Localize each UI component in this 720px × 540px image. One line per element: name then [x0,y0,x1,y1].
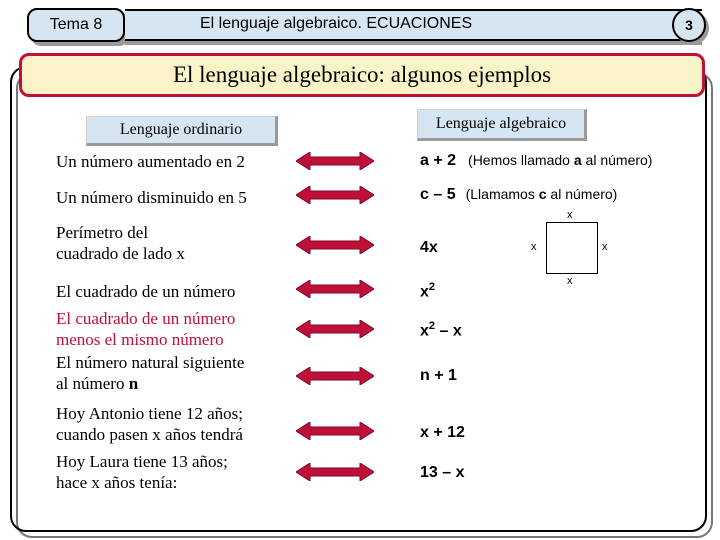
algebraic-expression: 4x [420,239,438,256]
expression-exponent: 2 [428,320,436,332]
ordinary-text-8 [56,451,228,493]
note-variable: c [538,186,547,202]
square-label-bottom: x [567,275,573,287]
algebraic-row-2 [420,186,617,204]
ordinary-line: Hoy Antonio tiene 12 años; [56,404,243,423]
expression-base: x [420,283,429,301]
expression-tail: – x [435,322,462,340]
column-header-algebraic [417,109,587,141]
ordinary-line: El cuadrado de un número [56,282,236,301]
double-arrow-icon [296,280,374,298]
algebraic-expression: a + 2 [420,152,457,169]
ordinary-line: El cuadrado de un número [56,309,236,328]
header-title: El lenguaje algebraico. ECUACIONES [200,15,473,32]
column-header-ordinary-label: Lenguaje ordinario [119,121,243,138]
algebraic-expression: n + 1 [420,367,457,384]
ordinary-text-3 [56,222,185,264]
ordinary-line: al número [56,374,129,393]
expression-exponent: 2 [428,281,436,293]
column-header-algebraic-label: Lenguaje algebraico [435,115,567,132]
page-number [672,8,706,42]
header-bar [125,9,702,41]
ordinary-line: Hoy Laura tiene 13 años; [56,452,228,471]
ordinary-text-1 [56,151,245,172]
double-arrow-icon [296,236,374,254]
ordinary-line: cuando pasen x años tendrá [56,425,243,444]
ordinary-variable: n [128,374,139,393]
double-arrow-icon [296,186,374,204]
ordinary-text-5 [56,308,235,350]
ordinary-line: hace x años tenía: [56,473,178,492]
tema-badge [27,8,125,42]
expression-base: x [420,322,429,340]
ordinary-line: menos el mismo número [56,330,224,349]
subtitle-text: El lenguaje algebraico: algunos ejemplos [172,62,552,87]
section-subtitle [19,53,705,97]
note-part: (Llamamos [465,186,539,202]
ordinary-line: Perímetro del [56,223,149,242]
square-label-top: x [567,209,573,221]
note-part: (Hemos llamado [468,152,574,168]
algebraic-note [468,152,652,168]
ordinary-text-7 [56,403,243,445]
double-arrow-icon [296,152,374,170]
note-variable: a [573,152,582,168]
double-arrow-icon [296,320,374,338]
ordinary-line: Un número disminuido en 5 [56,188,247,207]
ordinary-line: cuadrado de lado x [56,244,185,263]
ordinary-line: El número natural siguiente [56,353,245,372]
algebraic-row-1 [420,152,652,170]
square-label-right: x [602,241,608,253]
ordinary-line: Un número aumentado en 2 [56,152,245,171]
column-header-ordinary [86,116,278,146]
algebraic-expression: 13 – x [420,464,465,481]
page-number-label: 3 [685,17,693,33]
tema-label: Tema 8 [49,16,103,33]
square-label-left: x [531,241,537,253]
double-arrow-icon [296,422,374,440]
note-part: al número) [546,186,618,202]
algebraic-note [466,186,618,202]
square-diagram [546,222,598,274]
algebraic-expression: x + 12 [420,424,465,441]
algebraic-expression [420,320,462,340]
algebraic-expression: c – 5 [420,186,456,203]
double-arrow-icon [296,367,374,385]
algebraic-expression [420,281,435,301]
double-arrow-icon [296,463,374,481]
ordinary-text-6 [56,352,244,394]
ordinary-line-with-variable [56,373,244,394]
ordinary-text-4 [56,281,235,302]
note-part: al número) [581,152,653,168]
ordinary-text-2 [56,187,247,208]
